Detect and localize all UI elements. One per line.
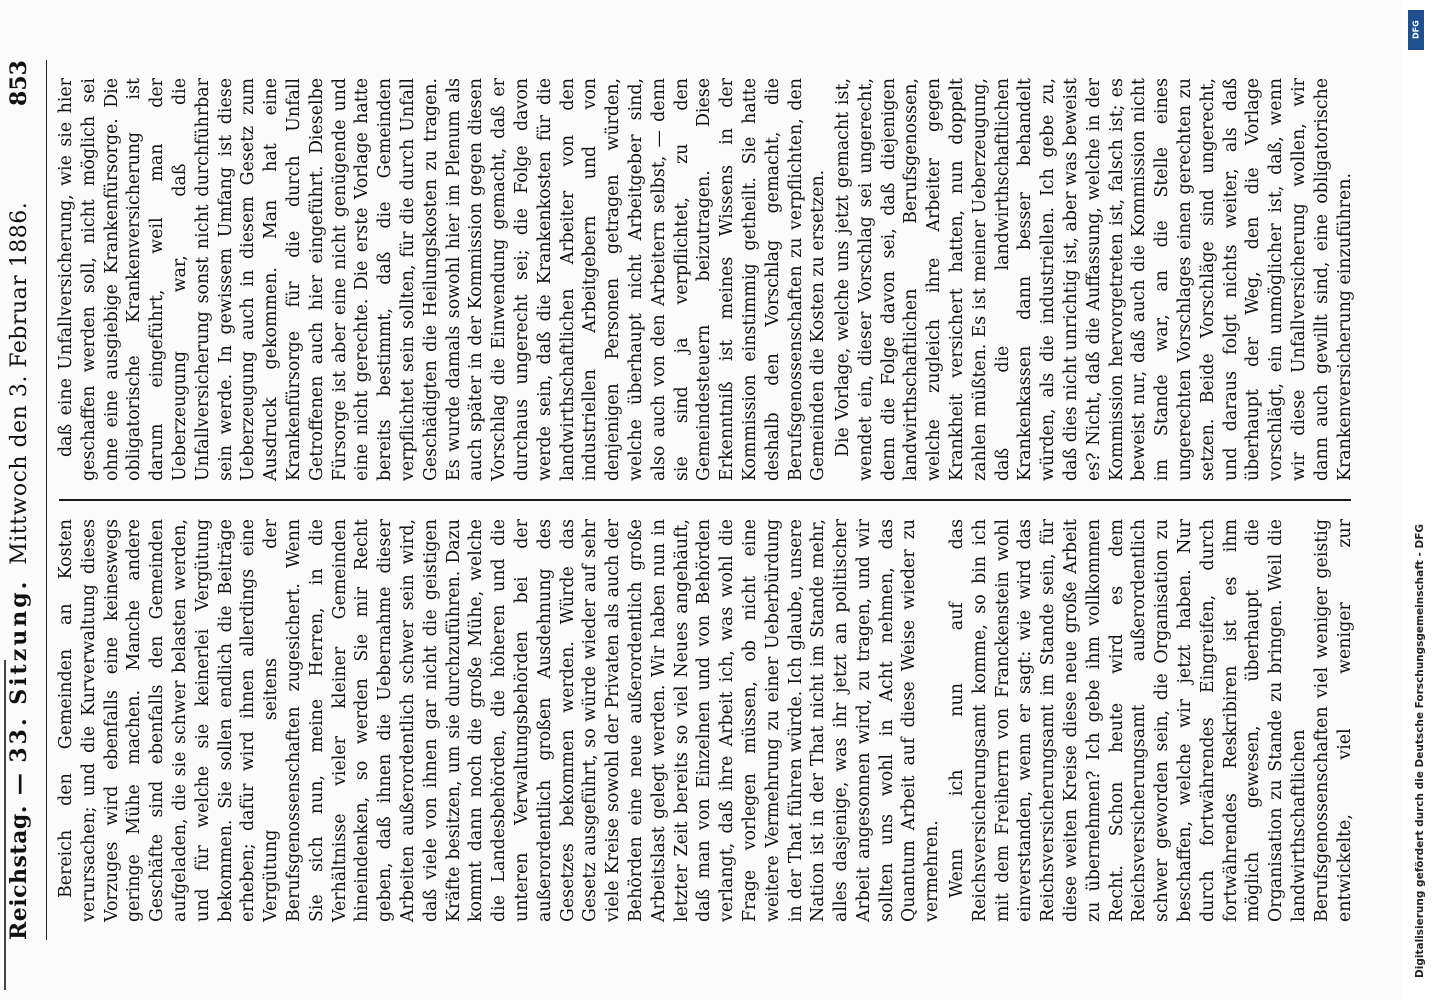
page-edge-mark	[4, 660, 6, 990]
page-header	[6, 60, 47, 940]
running-head	[6, 202, 32, 940]
left-column	[55, 501, 1355, 940]
dfg-logo-icon: DFG	[1408, 10, 1424, 50]
digitization-band	[1402, 0, 1432, 1000]
column-divider	[59, 499, 1351, 501]
session-label: 33. Sitzung.	[6, 578, 32, 763]
paragraph: Die Vorlage, welche uns jetzt gemacht ist, wendet ein, dieser Vorschlag sei ungerecht, denn die Folge davon sei, daß diejenigen landwirthschaftlichen Berufsgenossen, welche zugleich ihre Arbeiter gegen Krankheit versichert hatten, nun doppelt zahlen müßten. Es ist meiner Ueberzeugung, daß die landwirthschaftlichen Krankenkassen dann besser behandelt würden, als die industriellen. Ich gebe zu, daß dies nicht unrichtig ist, aber was beweist es? Nicht, daß die Auffassung, welche in der Kommission hervorgetreten ist, falsch ist; es beweist nur, daß auch die Kommission nicht im Stande war, an die Stelle eines ungerechten Vorschlages einen gerechten zu setzen. Beide Vorschläge sind ungerecht, und daraus folgt nichts weiter, als daß überhaupt der Weg, den die Vorlage vorschlägt, ein unmöglicher ist, daß, wenn wir diese Unfallversicherung wollen, wir dann auch gewillt sind, eine obligatorische Krankenversicherung einzuführen.	[833, 78, 1355, 481]
text-columns	[55, 60, 1355, 940]
paragraph: daß eine Unfallversicherung, wie sie hier geschaffen werden soll, nicht möglich sei ohne eine ausgiebige Krankenfürsorge. Die obligatorische Krankenversicherung ist darum eingeführt, weil man der Ueberzeugung war, daß die Unfallversicherung sonst nicht durchführbar sein werde. In gewissem Umfang ist diese Ueberzeugung auch in diesem Gesetz zum Ausdruck gekommen. Man hat eine Krankenfürsorge für die durch Unfall Getroffenen auch hier eingeführt. Dieselbe Fürsorge ist aber eine nicht genügende und eine nicht gerechte. Die erste Vorlage hatte bereits bestimmt, daß die Gemeinden verpflichtet sein sollten, für die durch Unfall Geschädigten die Heilungskosten zu tragen. Es wurde damals sowohl hier im Plenum als auch später in der Kommission gegen diesen Vorschlag die Einwendung gemacht, daß er durchaus ungerecht sei; die Folge davon werde sein, daß die Krankenkosten für die landwirthschaftlichen Arbeiter von den industriellen Arbeitgebern und von denjenigen Personen getragen würden, welche überhaupt nicht Arbeitgeber sind, also auch von den Arbeitern selbst, — denn sie sind ja verpflichtet, zu den Gemeindesteuern beizutragen. Diese Erkenntniß ist meines Wissens in der Kommission einstimmig getheilt. Sie hatte deshalb den Vorschlag gemacht, die Berufsgenossenschaften zu verpflichten, den Gemeinden die Kosten zu ersetzen.	[56, 78, 829, 481]
page-number: 853	[6, 60, 32, 106]
right-column	[55, 60, 1355, 499]
header-dash: —	[6, 772, 32, 796]
paragraph: Wenn ich nun auf das Reichsversicherungsamt komme, so bin ich mit dem Freiherrn von Franckenstein wohl einverstanden, wenn er sagt: wie wird das Reichsversicherungsamt im Stande sein, für diese weiten Kreise diese neue große Arbeit zu übernehmen? Ich gebe ihm vollkommen Recht. Schon heute wird es dem Reichsversicherungsamt außerordentlich schwer geworden sein, die Organisation zu beschaffen, welche wir jetzt haben. Nur durch fortwährendes Eingreifen, durch fortwährendes Reskribiren ist es ihm möglich gewesen, überhaupt die Organisation zu Stande zu bringen. Weil die landwirthschaftlichen Berufsgenossenschaften viel weniger geistig entwickelte, viel weniger zur	[947, 519, 1355, 922]
publication-title: Reichstag.	[6, 805, 32, 940]
paragraph: Bereich den Gemeinden an Kosten verursachen; und die Kurverwaltung dieses Vorzuges wird ebenfalls eine keineswegs geringe Mühe machen. Manche andere Geschäfte sind ebenfalls den Gemeinden aufgeladen, die sie schwer belasten werden, und für welche sie keinerlei Vergütung bekommen. Sie sollen endlich die Beiträge erheben; dafür wird ihnen allerdings eine Vergütung seitens der Berufsgenossenschaften zugesichert. Wenn Sie sich nun, meine Herren, in die Verhältnisse vieler kleiner Gemeinden hineindenken, so werden Sie mir Recht geben, daß ihnen die Uebernahme dieser Arbeiten außerordentlich schwer sein wird, daß viele von ihnen gar nicht die geistigen Kräfte besitzen, um sie durchzuführen. Dazu kommt dann noch die große Mühe, welche die Landesbehörden, die höheren und die unteren Verwaltungsbehörden bei der außerordentlich großen Ausdehnung des Gesetzes bekommen werden. Würde das Gesetz ausgeführt, so würde wieder auf sehr viele Kreise sowohl der Privaten als auch der Behörden eine neue außerordentlich große Arbeitslast gelegt werden. Wir haben nun in letzter Zeit bereits so viel Neues angehäuft, daß man von Einzelnen und von Behörden verlangt, daß ihre Arbeit ich, was wohl die Frage vorlegen müssen, ob nicht eine weitere Vermehrung zu einer Ueberbürdung in der That führen würde. Ich glaube, unsere Nation ist in der That nicht im Stande mehr, alles dasjenige, was ihr jetzt an politischer Arbeit angesonnen wird, zu tragen, und wir sollten uns wohl in Acht nehmen, das Quantum Arbeit auf diese Weise wieder zu vermehren.	[56, 519, 943, 922]
rotated-newspaper-page	[0, 20, 1376, 980]
digitization-credit: Digitalisierung gefördert durch die Deutsche Forschungsgemeinschaft - DFG	[1414, 524, 1426, 978]
session-date: Mittwoch den 3. Februar 1886.	[7, 201, 32, 565]
